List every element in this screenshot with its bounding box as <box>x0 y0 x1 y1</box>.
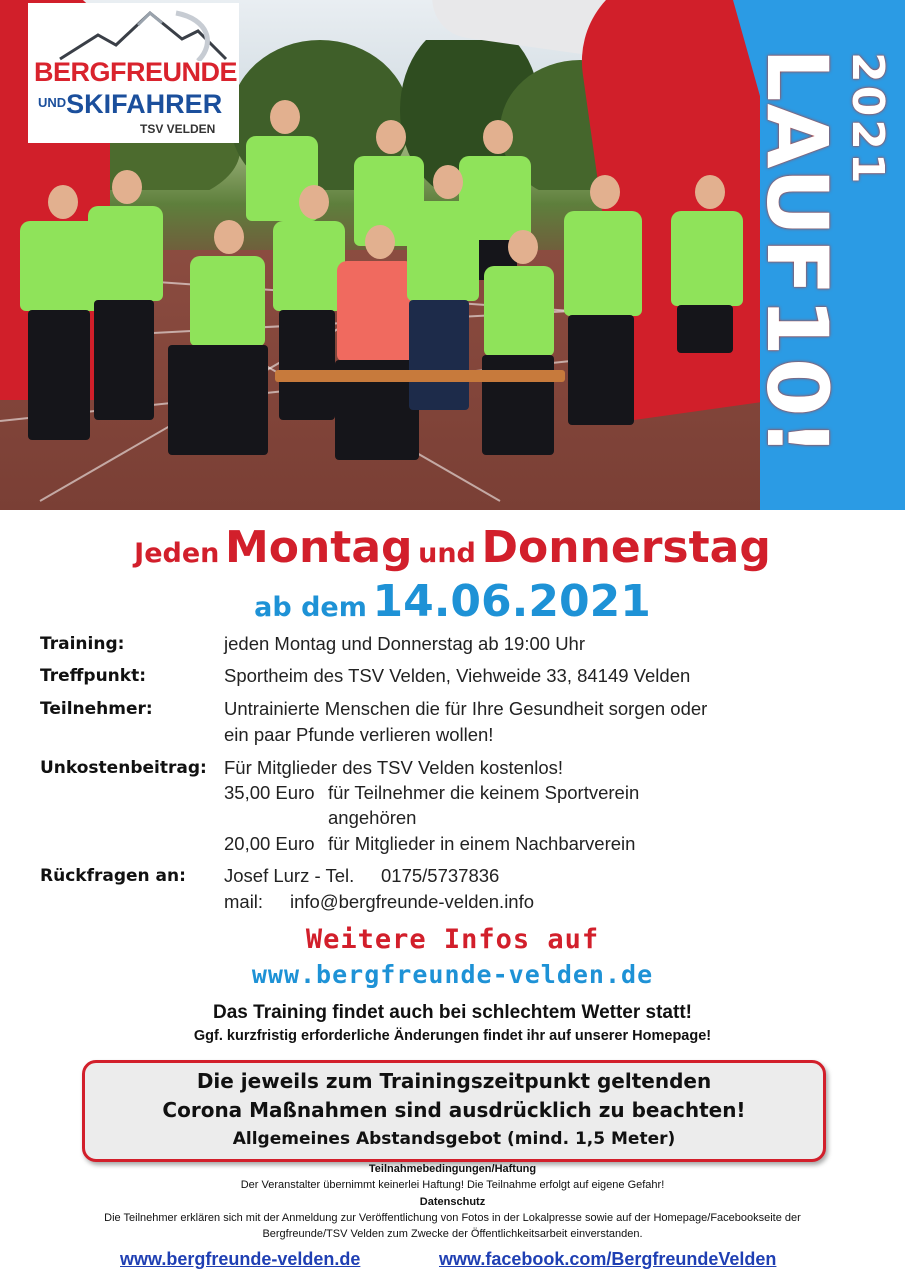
logo-und: UND <box>38 95 67 110</box>
liability-text: Der Veranstalter übernimmt keinerlei Haftung! Die Teilnahme erfolgt auf eigene Gefahr! <box>240 1179 665 1191</box>
privacy-text-2: Bergfreunde/TSV Velden zum Zwecke der Öffentlichkeitsarbeit einverstanden. <box>262 1228 643 1240</box>
contact-mail-label: mail: <box>224 891 264 912</box>
headline-und: und <box>418 538 476 569</box>
fee-desc-2: für Mitglieder in einem Nachbarverein <box>328 833 636 854</box>
fee-price-1: 35,00 Euro <box>224 782 315 803</box>
training-label: Training: <box>40 634 125 654</box>
participants-label: Teilnehmer: <box>40 699 153 719</box>
bench <box>275 370 565 382</box>
headline-days <box>0 522 905 573</box>
contact-name: Josef Lurz - Tel. <box>224 865 355 886</box>
logo-subtitle <box>38 89 238 120</box>
contact-label: Rückfragen an: <box>40 866 186 886</box>
club-logo <box>28 3 239 143</box>
fee-desc-1b: angehören <box>328 807 417 828</box>
weather-note: Das Training findet auch bei schlechtem Wetter statt! <box>213 1002 692 1023</box>
headline-donnerstag: Donnerstag <box>481 522 771 573</box>
contact-mail[interactable]: info@bergfreunde-velden.info <box>290 891 535 912</box>
privacy-title: Datenschutz <box>419 1196 486 1208</box>
contact-phone: 0175/5737836 <box>381 865 500 886</box>
corona-line-1: Die jeweils zum Trainingszeitpunkt geltenden <box>196 1069 712 1093</box>
mountain-icon <box>58 9 228 61</box>
logo-club: TSV VELDEN <box>140 122 216 136</box>
website-link[interactable]: www.bergfreunde-velden.de <box>120 1249 361 1269</box>
meeting-value: Sportheim des TSV Velden, Viehweide 33, 84149 Velden <box>224 665 691 686</box>
banner-year: 2021 <box>842 52 893 187</box>
facebook-link[interactable]: www.facebook.com/BergfreundeVelden <box>439 1249 777 1269</box>
fee-label: Unkostenbeitrag: <box>40 758 207 778</box>
participants-line2: ein paar Pfunde verlieren wollen! <box>224 724 494 745</box>
fee-desc-1: für Teilnehmer die keinem Sportverein <box>328 782 640 803</box>
more-info-url[interactable]: www.bergfreunde-velden.de <box>251 960 654 989</box>
changes-note: Ggf. kurzfristig erforderliche Änderungen findet ihr auf unserer Homepage! <box>193 1028 712 1044</box>
headline-montag: Montag <box>224 522 413 573</box>
headline-start-date: 14.06.2021 <box>372 576 651 627</box>
headline-date <box>0 576 905 627</box>
training-value: jeden Montag und Donnerstag ab 19:00 Uhr <box>224 633 586 654</box>
corona-line-3: Allgemeines Abstandsgebot (mind. 1,5 Meter) <box>232 1129 676 1149</box>
logo-skifahrer: SKIFAHRER <box>66 89 223 119</box>
participants-line1: Untrainierte Menschen die für Ihre Gesundheit sorgen oder <box>224 698 708 719</box>
privacy-text-1: Die Teilnehmer erklären sich mit der Anmeldung zur Veröffentlichung von Fotos in der Lokalpresse sowie auf der Homepage/Facebookseite der <box>104 1212 801 1224</box>
fee-free: Für Mitglieder des TSV Velden kostenlos! <box>224 757 563 778</box>
headline-ab-dem: ab dem <box>254 592 367 623</box>
corona-notice <box>82 1060 826 1162</box>
meeting-label: Treffpunkt: <box>40 666 147 686</box>
banner-title: LAUF10! <box>748 48 846 459</box>
liability-title: Teilnahmebedingungen/Haftung <box>368 1163 537 1175</box>
more-info-heading: Weitere Infos auf <box>305 924 600 955</box>
corona-line-2: Corona Maßnahmen sind ausdrücklich zu beachten! <box>162 1098 746 1122</box>
headline-jeden: Jeden <box>134 538 220 569</box>
fee-price-2: 20,00 Euro <box>224 833 315 854</box>
logo-title: BERGFREUNDE <box>34 57 238 87</box>
